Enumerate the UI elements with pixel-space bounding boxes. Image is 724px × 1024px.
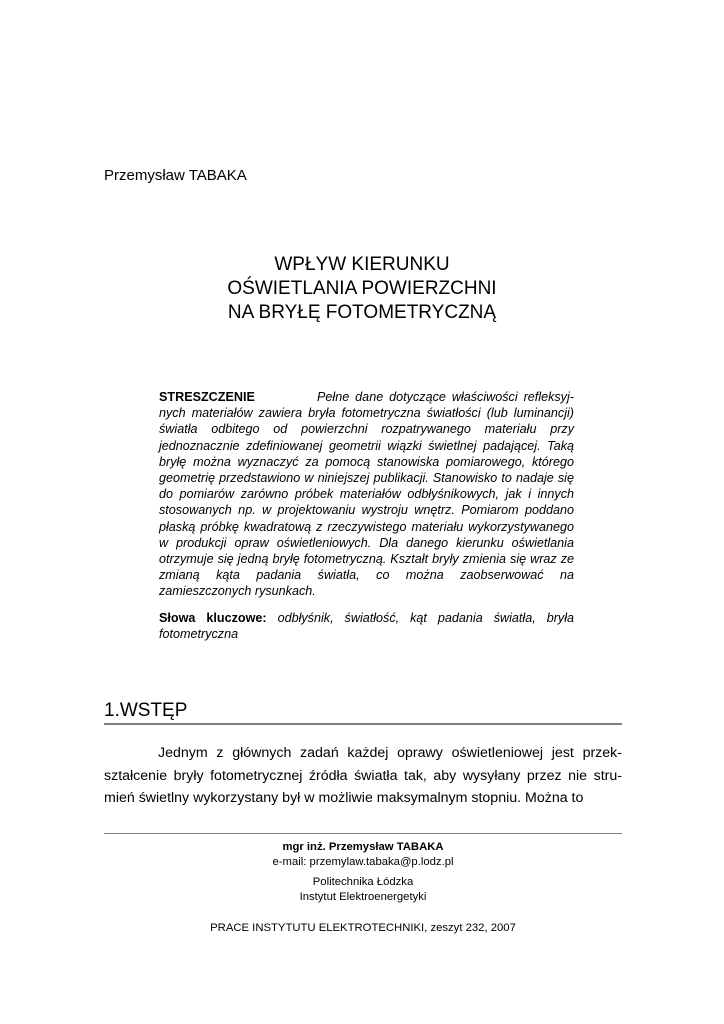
body-paragraph-text: Jednym z głównych zadań każdej oprawy oświetleniowej jest przekształcenie bryły fotometrycznej źródła światła tak, aby wysyłany przez nie strumień świetlny wykorzystany był w możliwie maksymalnym stopniu. Można to xyxy=(104,745,622,806)
author-name: Przemysław TABAKA xyxy=(104,167,247,184)
keywords xyxy=(159,610,574,642)
footer-email: e-mail: przemylaw.tabaka@p.lodz.pl xyxy=(272,856,454,868)
footer-department: Instytut Elektroenergetyki xyxy=(299,891,427,903)
abstract xyxy=(159,389,574,600)
footer-journal: PRACE INSTYTUTU ELEKTROTECHNIKI, zeszyt 232, 2007 xyxy=(210,922,516,934)
footnote-divider xyxy=(104,833,622,834)
footer-institution: Politechnika Łódzka xyxy=(312,876,414,888)
keywords-text: odbłyśnik, światłość, kąt padania światła, bryła fotometryczna xyxy=(159,611,575,642)
title-line: WPŁYW KIERUNKU xyxy=(274,254,450,275)
abstract-text: Pełne dane dotyczące właściwości refleksyjnych materiałów zawiera bryła fotometryczna światłości (lub luminancji) światła odbitego od powierzchni rozpatrywanego materiału przy jednoznacznie zdefiniowanej geometrii wiązki świetlnej padającej. Taką bryłę można wyznaczyć za pomocą stanowiska pomiarowego, którego geometrię przedstawiono w niniejszej publikacji. Stanowisko to nadaje się do pomiarów zarówno próbek materiałów odbłyśnikowych, jak i innych stosowanych np. w projektowaniu wystroju wnętrz. Pomiarom poddano płaską próbkę kwadratową z rzeczywistego materiału wykorzystywanego w produkcji opraw oświetleniowych. Dla danego kierunku oświetlania otrzymuje się jedną bryłę fotometryczną. Kształt bryły zmienia się wraz ze zmianą kąta padania światła, co można zaobserwować na zamieszczonych rysunkach. xyxy=(159,390,574,599)
keywords-label: Słowa kluczowe: xyxy=(159,611,267,625)
section-divider xyxy=(104,723,622,725)
body-paragraph xyxy=(104,742,622,810)
abstract-label: STRESZCZENIE xyxy=(159,390,255,404)
section-heading: 1.WSTĘP xyxy=(104,700,188,721)
title-line: OŚWIETLANIA POWIERZCHNI xyxy=(227,278,497,299)
footer-author-name: mgr inż. Przemysław TABAKA xyxy=(282,841,444,853)
title-line: NA BRYŁĘ FOTOMETRYCZNĄ xyxy=(227,302,497,323)
paper-title xyxy=(0,253,724,325)
